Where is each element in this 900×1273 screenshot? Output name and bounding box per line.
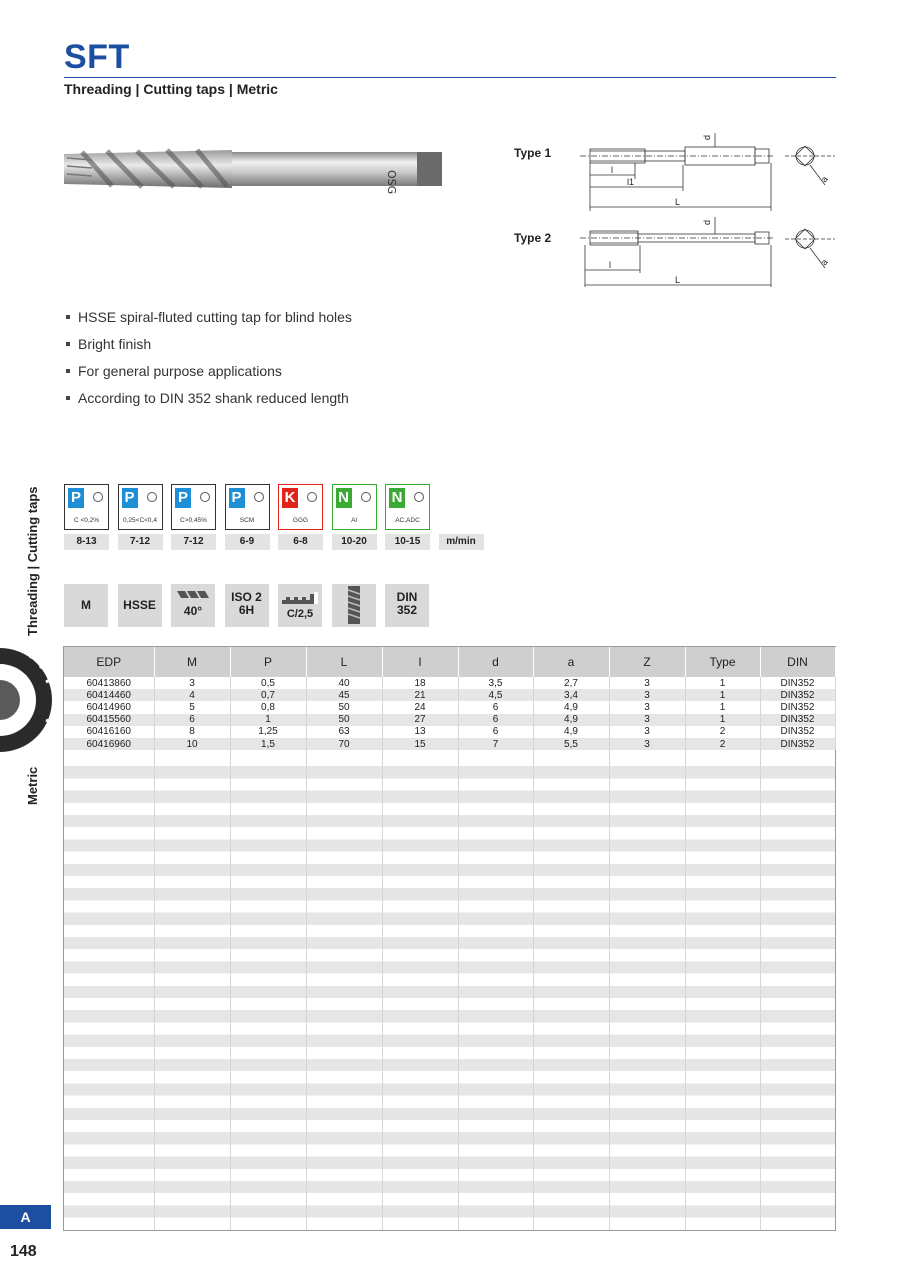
table-cell: 1 <box>685 701 760 713</box>
material-n1 <box>332 484 377 550</box>
table-cell: 50 <box>306 701 382 713</box>
table-cell: 2 <box>685 738 760 750</box>
column-header: a <box>533 647 609 677</box>
table-cell: 4,9 <box>533 701 609 713</box>
table-cell: DIN352 <box>760 689 835 701</box>
table-cell: 5,5 <box>533 738 609 750</box>
helix-angle-value: 40° <box>183 604 203 618</box>
helix-angle-icon <box>171 584 215 627</box>
column-header: M <box>154 647 230 677</box>
table-cell: 1,25 <box>230 726 306 738</box>
material-p1 <box>64 484 109 550</box>
table-cell: 3 <box>609 738 685 750</box>
title-divider <box>64 77 836 78</box>
tap-product-image <box>62 140 447 200</box>
table-cell: 3 <box>609 677 685 689</box>
material-label: Al <box>351 517 357 524</box>
suitability-circle-icon <box>254 492 264 502</box>
table-cell: 21 <box>382 689 458 701</box>
table-cell: 0,5 <box>230 677 306 689</box>
table-cell: 60413860 <box>64 677 154 689</box>
column-header: Z <box>609 647 685 677</box>
material-letter: P <box>122 488 138 508</box>
page-title: SFT <box>64 38 130 76</box>
material-letter: K <box>282 488 298 508</box>
cutting-speed: 6-8 <box>278 534 323 550</box>
empty-rows-area <box>64 754 835 1230</box>
cutting-speed: 7-12 <box>171 534 216 550</box>
table-row <box>64 677 835 689</box>
table-cell: 0,7 <box>230 689 306 701</box>
table-cell: 60416160 <box>64 726 154 738</box>
side-category-label: Metric <box>25 766 40 805</box>
table-cell: 24 <box>382 701 458 713</box>
table-cell: 60414960 <box>64 701 154 713</box>
table-cell: 0,8 <box>230 701 306 713</box>
table-cell: 1 <box>685 677 760 689</box>
chamfer-value: C/2,5 <box>286 608 314 620</box>
table-cell: 4,9 <box>533 726 609 738</box>
material-label: C>0,45% <box>180 517 207 524</box>
table-cell: 1 <box>685 689 760 701</box>
table-cell: 5 <box>154 701 230 713</box>
feature-item: For general purpose applications <box>66 362 352 389</box>
technical-drawing <box>575 125 845 295</box>
table-cell: 18 <box>382 677 458 689</box>
table-cell: 60415560 <box>64 714 154 726</box>
speed-unit: m/min <box>439 534 484 550</box>
feature-list <box>66 308 352 416</box>
material-p3 <box>171 484 216 550</box>
table-cell: 4,5 <box>458 689 533 701</box>
thread-type-icon: M <box>64 584 108 627</box>
material-label: GGG <box>292 517 309 524</box>
table-cell: 70 <box>306 738 382 750</box>
cutting-speed: 10-20 <box>332 534 377 550</box>
table-cell: 3 <box>609 701 685 713</box>
material-letter: P <box>68 488 84 508</box>
table-cell: 8 <box>154 726 230 738</box>
column-header: EDP <box>64 647 154 677</box>
material-letter: N <box>336 488 352 508</box>
tap-cross-section-icon <box>0 640 55 760</box>
table-cell: 1 <box>685 714 760 726</box>
table-cell: 6 <box>458 726 533 738</box>
material-letter: P <box>229 488 245 508</box>
table-body <box>64 677 835 750</box>
table-cell: 13 <box>382 726 458 738</box>
dim-L-label-1: L <box>675 197 681 207</box>
dim-d-label-2: d <box>702 219 712 225</box>
cutting-speed: 10-15 <box>385 534 430 550</box>
page-number: 148 <box>10 1243 37 1260</box>
table-cell: 10 <box>154 738 230 750</box>
table-cell: 63 <box>306 726 382 738</box>
suitability-circle-icon <box>307 492 317 502</box>
speed-unit-cell <box>439 484 484 550</box>
table-cell: DIN352 <box>760 738 835 750</box>
table-cell: DIN352 <box>760 714 835 726</box>
table-cell: 1,5 <box>230 738 306 750</box>
material-n2 <box>385 484 430 550</box>
type1-label: Type 1 <box>514 146 552 160</box>
table-cell: 3 <box>609 726 685 738</box>
feature-item: HSSE spiral-fluted cutting tap for blind holes <box>66 308 352 335</box>
table-header-row <box>64 647 835 677</box>
table-cell: 6 <box>154 714 230 726</box>
table-cell: 45 <box>306 689 382 701</box>
dim-l-label-2: l <box>609 260 611 270</box>
tool-material-icon: HSSE <box>118 584 162 627</box>
suitability-circle-icon <box>147 492 157 502</box>
side-section-label: Threading | Cutting taps <box>25 486 40 636</box>
table-cell: 6 <box>458 701 533 713</box>
cutting-speed: 8-13 <box>64 534 109 550</box>
material-label: C <0,2% <box>73 517 100 524</box>
table-cell: 60414460 <box>64 689 154 701</box>
material-letter: P <box>175 488 191 508</box>
dim-a-label-1: a <box>818 174 830 185</box>
material-p2 <box>118 484 163 550</box>
table-cell: 2 <box>685 726 760 738</box>
material-p4 <box>225 484 270 550</box>
material-label: 0,25<C<0,4 <box>123 517 157 524</box>
table-cell: 50 <box>306 714 382 726</box>
cutting-speed: 6-9 <box>225 534 270 550</box>
table-cell: 27 <box>382 714 458 726</box>
table-cell: 4 <box>154 689 230 701</box>
type2-label: Type 2 <box>514 231 552 245</box>
table-cell: 3 <box>609 689 685 701</box>
table-row <box>64 701 835 713</box>
dim-L-label-2: L <box>675 275 681 285</box>
feature-item: According to DIN 352 shank reduced length <box>66 389 352 416</box>
table-cell: 2,7 <box>533 677 609 689</box>
suitability-circle-icon <box>414 492 424 502</box>
column-header: L <box>306 647 382 677</box>
table-cell: 3 <box>154 677 230 689</box>
material-label: AC,ADC <box>395 517 420 524</box>
product-table <box>63 646 836 1231</box>
dim-d-label-1: d <box>702 134 712 140</box>
table-cell: 4,9 <box>533 714 609 726</box>
table-cell: 7 <box>458 738 533 750</box>
material-label: SCM <box>239 517 255 524</box>
dim-a-label-2: a <box>818 257 830 268</box>
section-tab: A <box>0 1205 51 1229</box>
material-letter: N <box>389 488 405 508</box>
suitability-circle-icon <box>93 492 103 502</box>
column-header: Type <box>685 647 760 677</box>
feature-item: Bright finish <box>66 335 352 362</box>
suitability-circle-icon <box>361 492 371 502</box>
material-k1 <box>278 484 323 550</box>
table-cell: 1 <box>230 714 306 726</box>
tool-marking-text: OSG <box>385 170 398 195</box>
column-header: DIN <box>760 647 835 677</box>
page-subtitle: Threading | Cutting taps | Metric <box>64 81 278 97</box>
table-cell: 3 <box>609 714 685 726</box>
spec-icon-row <box>64 584 439 627</box>
column-header: P <box>230 647 306 677</box>
column-header: d <box>458 647 533 677</box>
column-header: l <box>382 647 458 677</box>
table-row <box>64 738 835 750</box>
table-row <box>64 689 835 701</box>
table-cell: 15 <box>382 738 458 750</box>
table-cell: DIN352 <box>760 726 835 738</box>
table-row <box>64 726 835 738</box>
table-cell: DIN352 <box>760 677 835 689</box>
table-cell: DIN352 <box>760 701 835 713</box>
table-cell: 3,4 <box>533 689 609 701</box>
tolerance-class-icon: ISO 2 6H <box>225 584 269 627</box>
table-cell: 3,5 <box>458 677 533 689</box>
dim-l-label-1: l <box>611 165 613 175</box>
cutting-speed: 7-12 <box>118 534 163 550</box>
din-standard-icon: DIN 352 <box>385 584 429 627</box>
dim-l1-label: l1 <box>627 177 635 187</box>
suitability-circle-icon <box>200 492 210 502</box>
table-row <box>64 714 835 726</box>
chamfer-form-icon <box>278 584 322 627</box>
blind-hole-flute-icon <box>332 584 376 627</box>
table-cell: 6 <box>458 714 533 726</box>
table-cell: 60416960 <box>64 738 154 750</box>
table-cell: 40 <box>306 677 382 689</box>
material-suitability-row <box>64 484 492 550</box>
